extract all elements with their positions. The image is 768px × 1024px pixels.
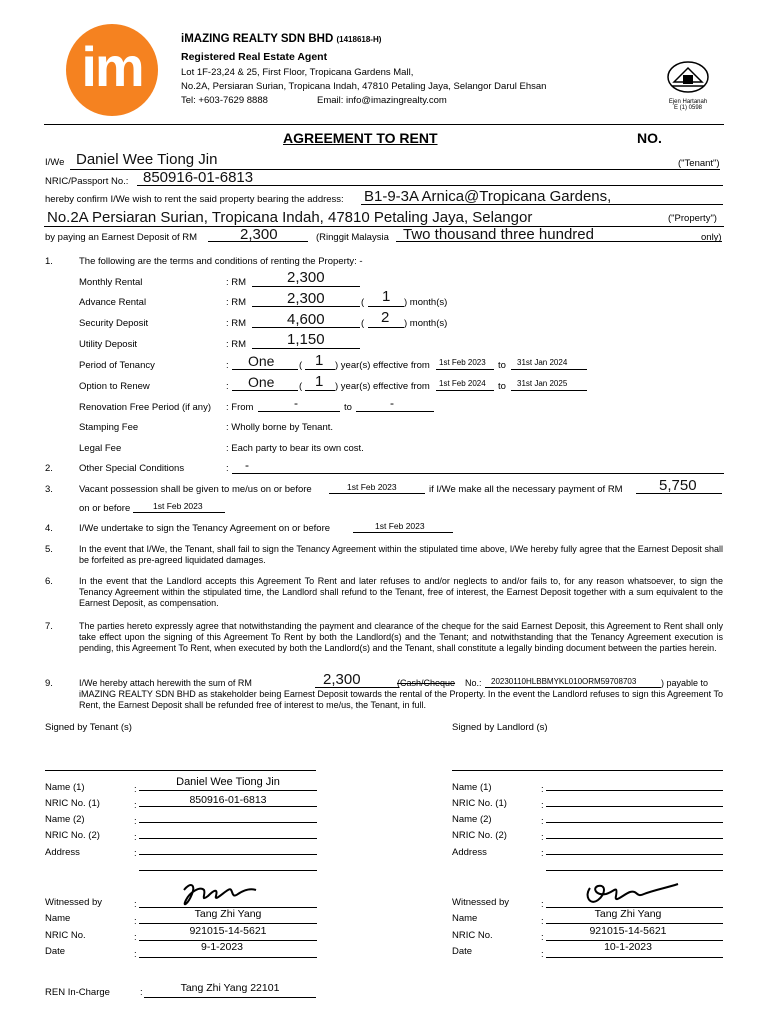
item2-field — [232, 461, 724, 474]
tenant-name1: Daniel Wee Tiong Jin — [176, 776, 280, 788]
security-months: 2 — [381, 309, 390, 326]
tenant-nric1: 850916-01-6813 — [189, 794, 267, 806]
landlord-w-nric-label: NRIC No. — [452, 930, 493, 941]
utility-label: Utility Deposit — [79, 339, 138, 350]
landlord-address-label: Address — [452, 847, 487, 858]
landlord-w-colons: : : : : — [541, 899, 544, 960]
renovation-to-field — [356, 398, 434, 412]
monthly-rental: 2,300 — [287, 269, 325, 286]
tenant-sign-heading: Signed by Tenant (s) — [45, 722, 132, 733]
item9-payable: ) payable to — [661, 678, 709, 688]
company-subtitle: Registered Real Estate Agent — [181, 51, 328, 63]
security-rm: : RM — [226, 318, 247, 329]
renovation-from-label: : From — [226, 402, 254, 413]
company-address-1: Lot 1F-23,24 & 25, First Floor, Tropicana Gardens Mall, — [181, 67, 414, 78]
item7-text: The parties hereto expressly agree that notwithstanding the payment and clearance of the cheque for the said Earnest Deposit, this Agreement to Rent shall only take effect upon the signing of this Agreement To Rent by both the Landlord(s) and the Tenant; and notwithstanding that the Tenancy Agreement execution is pending, this Agreement To Rent, when executed by both the Landlord(s) and the Tenant, shall constitute a legally binding document between the parties herein. — [79, 621, 723, 653]
landlord-witness-signature-icon — [580, 876, 684, 910]
company-logo — [66, 24, 158, 116]
renew-to-label: to — [498, 381, 506, 392]
security-label: Security Deposit — [79, 318, 149, 329]
advance-label: Advance Rental — [79, 297, 147, 308]
legal-value: : Each party to bear its own cost. — [226, 443, 364, 454]
only-label: only) — [701, 232, 722, 243]
utility-deposit: 1,150 — [287, 331, 325, 348]
item3-text3: on or before — [79, 503, 131, 514]
item2-num: 2. — [45, 463, 53, 474]
landlord-w-date: 10-1-2023 — [604, 941, 652, 953]
item3-text1: Vacant possession shall be given to me/us on or before — [79, 484, 312, 495]
monthly-label: Monthly Rental — [79, 277, 143, 288]
landlord-w-nric: 921015-14-5621 — [589, 925, 667, 937]
item2-colon: : — [226, 463, 229, 474]
security-paren: ( — [361, 318, 365, 329]
landlord-w-date-label: Date — [452, 946, 473, 957]
item3-num: 3. — [45, 484, 53, 495]
item9-no-label: No.: — [465, 678, 482, 688]
period-to-label: to — [498, 360, 506, 371]
renovation-from: - — [294, 396, 298, 410]
tenant-nric: 850916-01-6813 — [143, 169, 254, 186]
landlord-colons: : : : : : — [541, 784, 544, 859]
tenant-address-label: Address — [45, 847, 80, 858]
company-address-2: No.2A, Persiaran Surian, Tropicana Indah, 47810 Petaling Jaya, Selangor Darul Ehsan — [181, 81, 547, 92]
item9-amount: 2,300 — [323, 671, 361, 688]
renovation-from-field — [258, 398, 340, 412]
ren-label: REN In-Charge — [45, 987, 110, 998]
security-deposit: 4,600 — [287, 311, 325, 328]
period-num: 1 — [315, 352, 324, 369]
item4-text: I/We undertake to sign the Tenancy Agreement on or before — [79, 523, 331, 534]
property-address-2: No.2A Persiaran Surian, Tropicana Indah, 47810 Petaling Jaya, Selangor — [47, 209, 533, 226]
badge-emblem-icon — [666, 60, 710, 94]
period-words: One — [248, 353, 275, 369]
renew-label: Option to Renew — [79, 381, 150, 392]
tenant-nric2-label: NRIC No. (2) — [45, 830, 100, 841]
badge-line-2: E (1) 0598 — [673, 105, 703, 111]
item6-text: In the event that the Landlord accepts this Agreement To Rent and later refuses to and/or neglects to and/or fails to, for any reason whatsoever, to sign the Tenancy Agreement within the stipulated time, the Landlord shall refund to the Tenant, free of interest, the Earnest Deposit together with a sum equivalent to the Earnest Deposit, as compensation. — [79, 576, 723, 608]
agency-badge — [666, 60, 710, 111]
tenant-witness-signature-icon — [178, 878, 268, 912]
advance-paren: ( — [361, 297, 365, 308]
landlord-field-lines — [546, 775, 723, 871]
renovation-to: - — [390, 396, 394, 410]
landlord-w-name-label: Name — [452, 913, 478, 924]
renew-to: 31st Jan 2025 — [517, 379, 568, 388]
renovation-to-label: to — [344, 402, 352, 413]
item4-date: 1st Feb 2023 — [375, 521, 425, 531]
iwe-label: I/We — [45, 157, 65, 168]
period-from: 1st Feb 2023 — [439, 358, 486, 367]
deposit-prefix: by paying an Earnest Deposit of RM — [45, 232, 198, 243]
item9-text2: iMAZING REALTY SDN BHD as stakeholder being Earnest Deposit towards the rental of the Property. In the event the Landlord refuses to sign this Agreement To Rent, the Earnest Deposit shall be refunded free of interest to me/us, the Tenant, in full. — [79, 689, 723, 710]
ren-value: Tang Zhi Yang 22101 — [180, 982, 280, 994]
tenant-w-nric: 921015-14-5621 — [189, 925, 267, 937]
landlord-sign-heading: Signed by Landlord (s) — [452, 722, 548, 733]
tenant-witness-label: Witnessed by — [45, 897, 103, 908]
item6-num: 6. — [45, 576, 53, 587]
advance-months-suffix: ) month(s) — [404, 297, 448, 308]
tenant-tag: ("Tenant") — [678, 158, 720, 169]
tenant-w-date-label: Date — [45, 946, 66, 957]
landlord-nric1-label: NRIC No. (1) — [452, 798, 507, 809]
company-tel: Tel: +603-7629 8888 — [181, 95, 268, 106]
item3-amount: 5,750 — [659, 477, 697, 494]
ren-colon: : — [140, 987, 143, 998]
deposit-amount: 2,300 — [240, 226, 278, 243]
advance-rental: 2,300 — [287, 290, 325, 307]
advance-rm: : RM — [226, 297, 247, 308]
item3-date: 1st Feb 2023 — [347, 482, 397, 492]
item1-num: 1. — [45, 256, 53, 267]
logo-text: im — [81, 35, 143, 98]
landlord-signature-line — [452, 770, 723, 771]
item9-text1: I/We hereby attach herewith the sum of RM — [79, 678, 252, 688]
company-name: iMAZING REALTY SDN BHD — [181, 33, 334, 45]
item5-num: 5. — [45, 544, 53, 555]
tenant-w-date: 9-1-2023 — [200, 941, 244, 953]
page-title: AGREEMENT TO RENT — [283, 130, 438, 146]
stamping-label: Stamping Fee — [79, 422, 139, 433]
number-label: NO. — [637, 130, 662, 146]
monthly-rm: : RM — [226, 277, 247, 288]
item9-cash-cheque: (Cash/Cheque — [397, 678, 456, 688]
item3-date2: 1st Feb 2023 — [153, 501, 203, 511]
period-to: 31st Jan 2024 — [517, 358, 568, 367]
header-rule — [44, 124, 724, 125]
property-address-1: B1-9-3A Arnica@Tropicana Gardens, — [364, 188, 612, 205]
period-years-text: ) year(s) effective from — [335, 360, 430, 371]
company-email: Email: info@imazingrealty.com — [317, 95, 447, 106]
landlord-name1-label: Name (1) — [452, 782, 492, 793]
period-colon: : — [226, 360, 229, 371]
renew-num: 1 — [315, 373, 324, 390]
renew-colon: : — [226, 381, 229, 392]
nric-label: NRIC/Passport No.: — [45, 176, 129, 187]
item7-num: 7. — [45, 621, 53, 632]
deposit-words: Two thousand three hundred — [403, 226, 594, 243]
landlord-witness-label: Witnessed by — [452, 897, 510, 908]
item4-num: 4. — [45, 523, 53, 534]
tenant-w-name: Tang Zhi Yang — [194, 908, 262, 920]
tenant-name1-label: Name (1) — [45, 782, 85, 793]
stamping-value: : Wholly borne by Tenant. — [226, 422, 334, 433]
tenant-field-lines — [139, 775, 317, 871]
landlord-nric2-label: NRIC No. (2) — [452, 830, 507, 841]
item5-text: In the event that I/We, the Tenant, shall fail to sign the Tenancy Agreement within the stipulated time above, I/We hereby fully agree that the Earnest Deposit shall be forfeited as pre-agreed liquidated damages. — [79, 544, 723, 565]
item9-num: 9. — [45, 678, 53, 689]
company-name-line — [181, 33, 381, 45]
tenant-w-nric-label: NRIC No. — [45, 930, 86, 941]
tenant-signature-line — [45, 770, 316, 771]
tenant-name2-label: Name (2) — [45, 814, 85, 825]
ringgit-label: (Ringgit Malaysia — [316, 232, 389, 243]
tenant-colons: : : : : : — [134, 784, 137, 859]
renovation-label: Renovation Free Period (if any) — [79, 402, 212, 413]
tenant-w-name-label: Name — [45, 913, 71, 924]
advance-months: 1 — [382, 288, 391, 305]
item9-ref: 20230110HLBBMYKL010ORM59708703 — [491, 677, 637, 686]
legal-label: Legal Fee — [79, 443, 122, 454]
tenant-name: Daniel Wee Tiong Jin — [76, 151, 218, 168]
landlord-w-name: Tang Zhi Yang — [594, 908, 662, 920]
landlord-name2-label: Name (2) — [452, 814, 492, 825]
item3-text2: if I/We make all the necessary payment of RM — [429, 484, 623, 495]
confirm-text: hereby confirm I/We wish to rent the said property bearing the address: — [45, 194, 344, 205]
company-reg: (1418618-H) — [336, 35, 382, 44]
utility-rm: : RM — [226, 339, 247, 350]
tenant-nric1-label: NRIC No. (1) — [45, 798, 100, 809]
renew-from: 1st Feb 2024 — [439, 379, 486, 388]
period-paren: ( — [299, 360, 303, 371]
badge-line-1: Ejen Hartanah — [668, 99, 708, 105]
item2-value: - — [245, 458, 249, 472]
security-months-suffix: ) month(s) — [404, 318, 448, 329]
tenant-w-colons: : : : : — [134, 899, 137, 960]
property-tag: ("Property") — [668, 213, 717, 224]
item9-line1 — [79, 672, 723, 690]
period-label: Period of Tenancy — [79, 360, 155, 371]
renew-paren: ( — [299, 381, 303, 392]
item2-label: Other Special Conditions — [79, 463, 185, 474]
renew-words: One — [248, 374, 275, 390]
item1-text: The following are the terms and conditions of renting the Property: - — [79, 256, 363, 267]
renew-years-text: ) year(s) effective from — [335, 381, 430, 392]
